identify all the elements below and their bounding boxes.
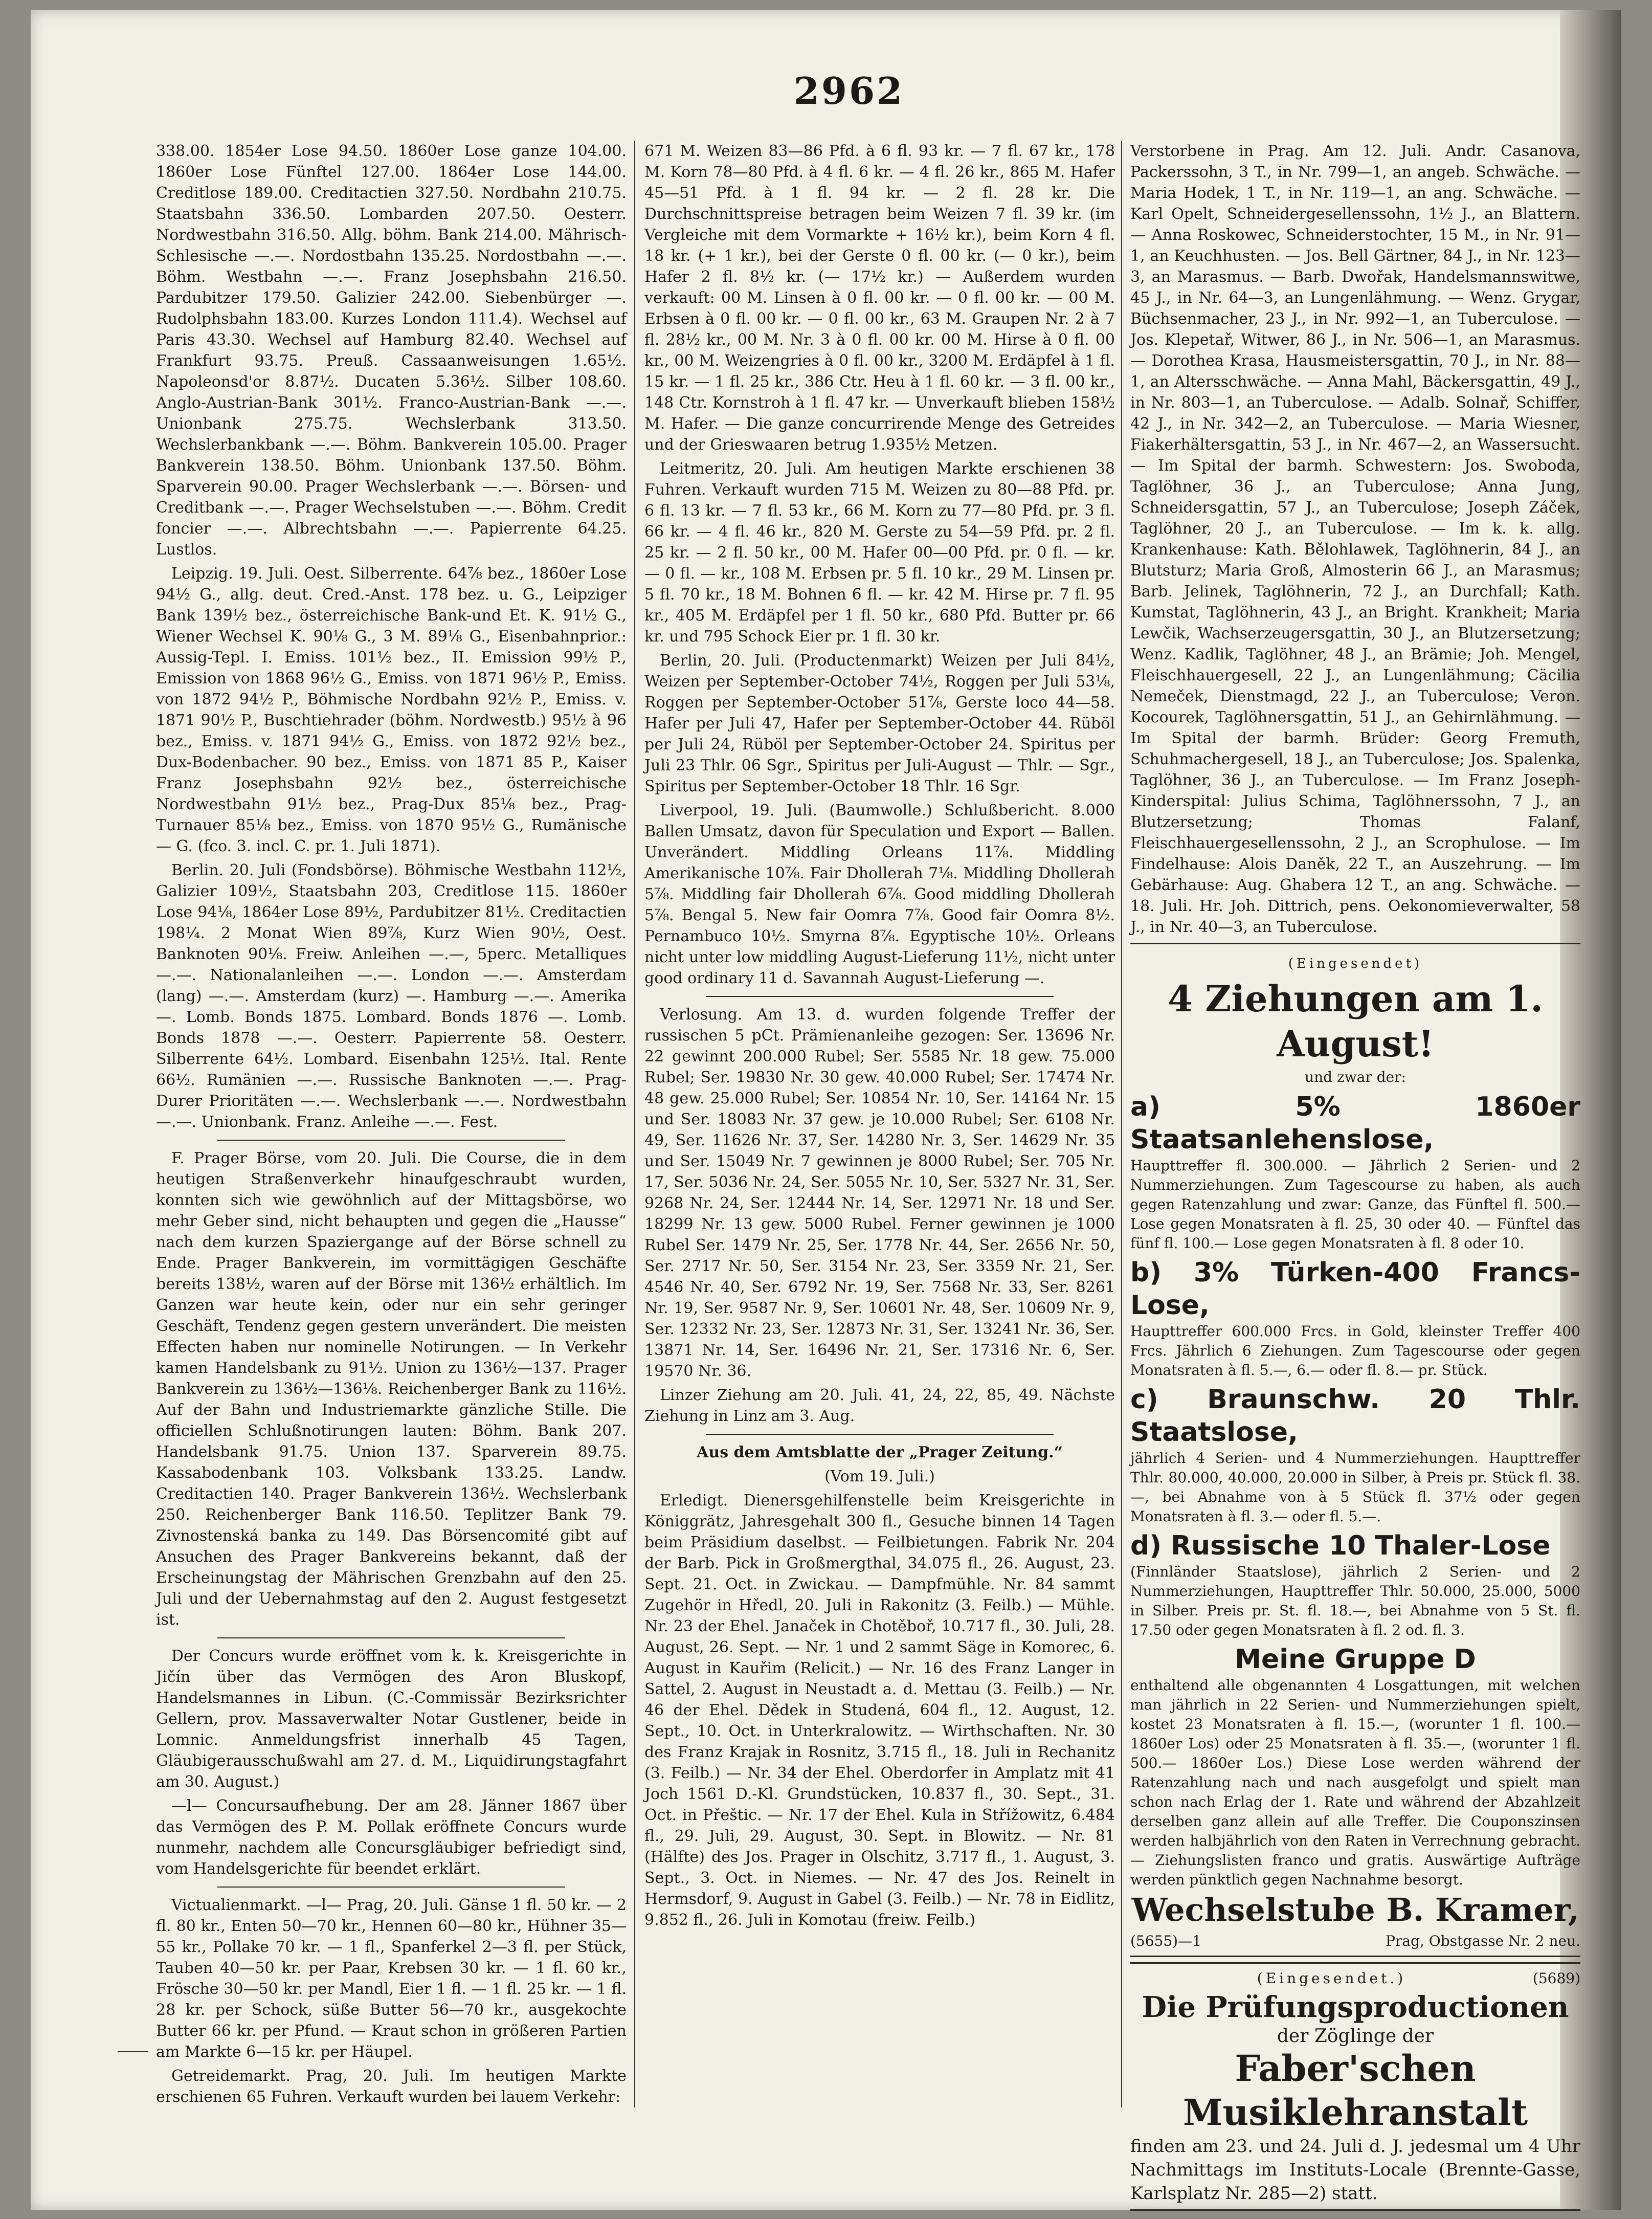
section-rule: [217, 1140, 565, 1141]
getreidemarkt-continued: 671 M. Weizen 83—86 Pfd. à 6 fl. 93 kr. — 7 fl. 67 kr., 178 M. Korn 78—80 Pfd. à 4 fl. 6 kr. — 4 fl. 26 kr., 865 M. Hafer 45—51 Pfd. à 1 fl. 94 kr. — 2 fl. 28 kr. Die Durchschnittspreise betragen beim Weizen 7 fl. 39 kr. (im Vergleiche mit dem Vormarkte + 16½ kr.), beim Korn 4 fl. 18 kr. (+ 1 kr.), bei der Gerste 0 fl. 00 kr. (— 0 kr.), beim Hafer 2 fl. 8½ kr. (— 17½ kr.) — Außerdem wurden verkauft: 00 M. Linsen à 0 fl. 00 kr. — 0 fl. 00 kr. — 00 M. Erbsen à 0 fl. 00 kr. — 0 fl. 00 kr., 63 M. Graupen Nr. 2 à 7 fl. 28½ kr., 00 M. Nr. 3 à 0 fl. 00 kr. 00 M. Hirse à 0 fl. 00 kr., 00 M. Weizengries à 0 fl. 00 kr., 3200 M. Erdäpfel à 1 fl. 15 kr. — 1 fl. 25 kr., 386 Ctr. Heu à 1 fl. 60 kr. — 3 fl. 00 kr., 148 Ctr. Kornstroh à 1 fl. 47 kr. — Unverkauft blieben 158½ M. Hafer. — Die ganze concurrirende Menge des Getreides und der Grieswaaren betrug 1.935½ Metzen.: [644, 142, 1115, 454]
column-divider: [634, 141, 635, 2107]
column-right: [1130, 141, 1580, 2204]
leipzig-report: Leipzig. 19. Juli. Oest. Silberrente. 64⅞ bez., 1860er Lose 94½ G., allg. deut. Cred.-Anst. 178 bez. u. G., Leipziger Bank 139½ bez., österreichische Bank-und Et. K. 91½ G., Wiener Wechsel K. 90⅛ G., 3 M. 89⅛ G., Eisenbahnprior.: Aussig-Tepl. I. Emiss. 101½ bez., II. Emission 99½ P., Emission von 1868 96½ G., Emiss. von 1871 96½ P., Emiss. von 1872 94½ P., Böhmische Nordbahn 92½ P., Emiss. v. 1871 90½ P., Buschtiehrader (böhm. Nordwestb.) 95½ à 96 bez., Emiss. v. 1871 94½ G., Emiss. von 1872 92½ bez., Dux-Bodenbacher. 90 bez., Emiss. von 1871 85 P., Kaiser Franz Josephsbahn 92½ bez., österreichische Nordwestbahn 91½ bez., Prag-Dux 85⅛ bez., Prag-Turnauer 85⅛ bez., Emiss. von 1870 95½ G., Rumänische — G. (fco. 3. incl. C. pr. 1. Juli 1871).: [156, 565, 627, 855]
ad-item-b: b) 3% Türken-400 Francs-Lose,: [1130, 1257, 1580, 1321]
liverpool-report: Liverpool, 19. Juli. (Baumwolle.) Schlußbericht. 8.000 Ballen Umsatz, davon für Speculation und Export — Ballen. Unverändert. Middling Orleans 11⅞. Middling Amerikanische 10⅞. Fair Dhollerah 7⅛. Middling Dhollerah 5⅞. Middling fair Dhollerah 6⅞. Good middling Dhollerah 5⅞. Bengal 5. New fair Oomra 7⅞. Good fair Oomra 8½. Pernambuco 10½. Smyrna 8⅞. Egyptische 10½. Orleans nicht unter low middling August-Lieferung 11½, nicht unter good ordinary 11 d. Savannah August-Lieferung —.: [644, 802, 1115, 987]
newspaper-page: [31, 10, 1621, 2210]
leitmeritz-report: Leitmeritz, 20. Juli. Am heutigen Markte erschienen 38 Fuhren. Verkauft wurden 715 M. Weizen zu 80—88 Pfd. pr. 6 fl. 13 kr. — 7 fl. 53 kr., 66 M. Korn zu 77—80 Pfd. pr. 3 fl. 66 kr. — 4 fl. 46 kr., 820 M. Gerste zu 54—59 Pfd. pr. 2 fl. 25 kr. — 2 fl. 50 kr., 00 M. Hafer 00—00 Pfd. pr. 0 fl. — kr. — 0 fl. — kr., 108 M. Erbsen pr. 5 fl. 10 kr., 29 M. Linsen pr. 5 fl. 70 kr., 18 M. Bohnen 6 fl. — kr. 42 M. Hirse pr. 7 fl. 95 kr., 405 M. Erdäpfel per 1 fl. 50 kr., 680 Pfd. Butter pr. 66 kr. und 795 Schock Eier pr. 1 fl. 30 kr.: [644, 460, 1115, 646]
ad-headline: 4 Ziehungen am 1. August!: [1168, 978, 1543, 1065]
ad-firm-address: Prag, Obstgasse Nr. 2 neu.: [1386, 1933, 1580, 1949]
verstorbene-list: Verstorbene in Prag. Am 12. Juli. Andr. Casanova, Packerssohn, 3 T., in Nr. 799—1, an angeb. Schwäche. — Maria Hodek, 1 T., in Nr. 119—1, an ang. Schwäche. — Karl Opelt, Schneidergesellenssohn, 1½ J., an Blattern. — Anna Roskowec, Schneiderstochter, 15 M., in Nr. 91—1, an Keuchhusten. — Jos. Bell Gärtner, 84 J., in Nr. 123—3, an Marasmus. — Barb. Dwořak, Handelsmannswitwe, 45 J., in Nr. 64—3, an Lungenlähmung. — Wenz. Grygar, Büchsenmacher, 23 J., in Nr. 992—1, an Tuberculose. — Jos. Klepetař, Witwer, 86 J., in Nr. 506—1, an Marasmus. — Dorothea Krasa, Hausmeistersgattin, 70 J., in Nr. 88—1, an Altersschwäche. — Anna Mahl, Bäckersgattin, 49 J., in Nr. 803—1, an Tuberculose. — Adalb. Solnař, Schiffer, 42 J., in Nr. 342—2, an Tuberculose. — Maria Wiesner, Fiakerhältersgattin, 53 J., in Nr. 467—2, an Wassersucht. — Im Spital der barmh. Schwestern: Jos. Swoboda, Taglöhner, 36 J., an Tuberculose; Anna Jung, Schneidersgattin, 57 J., an Tuberculose; Joseph Záček, Taglöhner, 20 J., an Tuberculose. — Im k. k. allg. Krankenhause: Kath. Bělohlawek, Taglöhnerin, 84 J., an Blutsturz; Maria Groß, Almosterin 66 J., an Marasmus; Barb. Jelinek, Taglöhnerin, 72 J., an Durchfall; Kath. Kumstat, Taglöhnerin, 43 J., an Bright. Krankheit; Maria Lewčik, Wachserzeugersgattin, 30 J., an Blutzersetzung; Wenz. Kadlik, Taglöhner, 48 J., an Brämie; Joh. Mengel, Fleischhauergesell, 22 J., an Lungenlähmung; Cäcilia Nemeček, Dienstmagd, 22 J., an Tuberculose; Veron. Kocourek, Taglöhnersgattin, 51 J., an Gehirnlähmung. — Im Spital der barmh. Brüder: Georg Fremuth, Schuhmachergesell, 18 J., an Tuberculose; Jos. Spalenka, Taglöhner, 36 J., an Tuberculose. — Im Franz Joseph-Kinderspital: Julius Schima, Taglöhnerssohn, 7 J., an Blutzersetzung; Thomas Falanf, Fleischhauergesellenssohn, 2 J., an Scrophulose. — Im Findelhause: Alois Daněk, 22 T., an Auszehrung. — Im Gebärhause: Aug. Ghabera 12 T., an ang. Schwäche. — 18. Juli. Hr. Joh. Dittrich, pens. Oekonomieverwalter, 58 J., in Nr. 40—3, an Tuberculose.: [1130, 142, 1580, 936]
market-report-text: 338.00. 1854er Lose 94.50. 1860er Lose ganze 104.00. 1860er Lose Fünftel 127.00. 1864er Lose 144.00. Creditlose 189.00. Creditactien 327.50. Nordbahn 210.75. Staatsbahn 336.50. Lombarden 207.50. Oesterr. Nordwestbahn 316.50. Allg. böhm. Bank 214.00. Mährisch-Schlesische —.—. Nordostbahn 135.25. Nordostbahn —.—. Böhm. Westbahn —.—. Franz Josephsbahn 216.50. Pardubitzer 179.50. Galizier 242.00. Siebenbürger —. Rudolphsbahn 183.00. Kurzes London 111.4). Wechsel auf Paris 43.30. Wechsel auf Hamburg 82.40. Wechsel auf Frankfurt 93.75. Preuß. Cassaanweisungen 1.65½. Napoleonsd'or 8.87½. Ducaten 5.36½. Silber 108.60. Anglo-Austrian-Bank 301½. Franco-Austrian-Bank —.—. Unionbank 275.75. Wechslerbank 313.50. Wechslerbankbank —.—. Böhm. Bankverein 105.00. Prager Bankverein 138.50. Böhm. Unionbank 137.50. Böhm. Sparverein 90.00. Prager Wechslerbank —.—. Börsen- und Creditbank —.—. Prager Wechselstuben —.—. Böhm. Credit foncier —.—. Albrechtsbahn —.—. Papierrente 64.25. Lustlos.: [156, 142, 627, 559]
section-rule: [217, 1637, 565, 1638]
verlosung-report: Verlosung. Am 13. d. wurden folgende Treffer der russischen 5 pCt. Prämienanleihe gezogen: Ser. 13696 Nr. 22 gewinnt 200.000 Rubel; Ser. 5585 Nr. 18 gew. 75.000 Rubel; Ser. 19830 Nr. 30 gew. 40.000 Rubel; Ser. 17474 Nr. 48 gew. 25.000 Rubel; Ser. 10854 Nr. 10, Ser. 14164 Nr. 15 und Ser. 18083 Nr. 37 gew. je 10.000 Rubel; Ser. 6108 Nr. 49, Ser. 11626 Nr. 37, Ser. 14280 Nr. 3, Ser. 14629 Nr. 35 und Ser. 15049 Nr. 7 gewinnen je 8000 Rubel; Ser. 705 Nr. 17, Ser. 5036 Nr. 24, Ser. 5055 Nr. 10, Ser. 5327 Nr. 31, Ser. 9268 Nr. 24, Ser. 12444 Nr. 14, Ser. 12971 Nr. 18 und Ser. 18299 Nr. 13 gew. 5000 Rubel. Ferner gewinnen je 1000 Rubel Ser. 1479 Nr. 25, Ser. 1778 Nr. 44, Ser. 2656 Nr. 50, Ser. 2717 Nr. 50, Ser. 3154 Nr. 23, Ser. 3359 Nr. 21, Ser. 4546 Nr. 40, Ser. 6792 Nr. 19, Ser. 7568 Nr. 33, Ser. 8261 Nr. 19, Ser. 9587 Nr. 9, Ser. 10601 Nr. 48, Ser. 10609 Nr. 9, Ser. 12332 Nr. 23, Ser. 12873 Nr. 31, Ser. 13241 Nr. 36, Ser. 13871 Nr. 14, Ser. 16496 Nr. 21, Ser. 17316 Nr. 6, Ser. 19570 Nr. 36.: [644, 1006, 1115, 1380]
amtsblatt-date: (Vom 19. Juli.): [824, 1468, 935, 1485]
ad-subline: und zwar der:: [1305, 1069, 1406, 1085]
column-divider: [1121, 141, 1122, 2107]
ad-text-d: (Finnländer Staatslose), jährlich 2 Serien- und 2 Nummerziehungen, Haupttreffer Thlr. 50.000, 25.000, 5000 in Silber. Preis pr. St. fl. 18.—, bei Abnahme von 5 St. fl. 17.50 oder gegen Monatsraten à fl. 2 od. fl. 3.: [1130, 1563, 1580, 1638]
column-middle: [644, 141, 1115, 2107]
prager-boerse-report: F. Prager Börse, vom 20. Juli. Die Course, die in dem heutigen Straßenverkehr hinaufgeschraubt wurden, konnten sich wie gewöhnlich auf der Mittagsbörse, wo mehr Geber sind, nicht behaupten und gegen die „Hausse“ nach dem kurzen Spaziergange auf der Börse schnell zu Ende. Prager Bankverein, im vormittägigen Geschäfte bereits 138½, waren auf der Börse mit 136½ erhältlich. Im Ganzen war heute kein, oder nur ein sehr geringer Geschäft, Tendenz gegen gestern unverändert. Die meisten Effecten haben nur nominelle Notirungen. — In Verkehr kamen Handelsbank zu 91½. Union zu 136½—137. Prager Bankverein zu 136½—136⅛. Reichenberger Bank zu 116½. Auf der Bahn und Industriemarkte gänzliche Stille. Die officiellen Schlußnotirungen lauten: Böhm. Bank 207. Handelsbank 91.75. Union 137. Sparverein 89.75. Kassabodenbank 103. Volksbank 133.25. Landw. Creditactien 140. Prager Bankverein 136½. Wechslerbank 250. Reichenberger Bank 116.50. Teplitzer Bank 79. Zivnostenská banka zu 149. Das Börsencomité gibt auf Ansuchen des Prager Bankvereins bekannt, daß der Erscheinungstag der Mährischen Grenzbahn auf den 25. Juli und der Uebernahmstag auf den 2. August festgesetzt ist.: [156, 1149, 627, 1629]
ad2-number: (5689): [1532, 1970, 1580, 1987]
amtsblatt-title: Aus dem Amtsblatte der „Prager Zeitung.“: [697, 1444, 1063, 1461]
ad-item-d: d) Russische 10 Thaler-Lose: [1130, 1530, 1551, 1561]
ad-text-a: Haupttreffer fl. 300.000. — Jährlich 2 Serien- und 2 Nummerziehungen. Zum Tagescourse zu haben, als auch gegen Ratenzahlung und zwar: Ganze, das Fünftel fl. 500.— Lose gegen Monatsraten à fl. 25, 30 oder 40. — Fünftel das fünf fl. 100.— Lose gegen Monatsraten à fl. 8 oder 10.: [1130, 1157, 1580, 1252]
ad2-title: Die Prüfungsproductionen: [1142, 1990, 1569, 2024]
amtsblatt-text: Erledigt. Dienersgehilfenstelle beim Kreisgerichte in Königgrätz, Jahresgehalt 300 fl., Gesuche binnen 14 Tagen beim Präsidium daselbst. — Feilbietungen. Fabrik Nr. 204 der Barb. Pick in Großmergthal, 34.075 fl., 26. August, 23. Sept. 21. Oct. in Zwickau. — Dampfmühle. Nr. 84 sammt Zugehör in Hředl, 20. Juli in Rakonitz (3. Feilb.) — Mühle. Nr. 23 der Ehel. Janaček in Chotěboř, 10.717 fl., 30. Juli, 28. August, 26. Sept. — Nr. 1 und 2 sammt Säge in Komorec, 6. August in Kauřim (Relicit.) — Nr. 16 des Franz Langer in Sattel, 2. August in Neustadt a. d. Mettau (3. Feilb.) — Nr. 46 der Ehel. Dědek in Studená, 604 fl., 12. August, 12. Sept., 10. Oct. in Unterkralowitz. — Wirthschaften. Nr. 30 des Franz Krajak in Rosnitz, 3.715 fl., 18. Juli in Rechanitz (3. Feilb.) — Nr. 34 der Ehel. Oberdorfer in Amplatz mit 41 Joch 1561 D.-Kl. Grundstücken, 10.837 fl., 30. Sept., 31. Oct. in Přeštic. — Nr. 17 der Ehel. Kula in Střížowitz, 6.484 fl., 29. Juli, 29. August, 30. Sept. in Blowitz. — Nr. 81 (Hälfte) des Jos. Prager in Olschitz, 3.717 fl., 1. August, 3. Sept., 3. Oct. in Niemes. — Nr. 47 des Jos. Reinelt in Hermsdorf, 9. August in Gabel (3. Feilb.) — Nr. 78 in Eidlitz, 9.852 fl., 26. Juli in Komotau (freiw. Feilb.): [644, 1492, 1115, 1929]
victualienmarkt-report: Victualienmarkt. —l— Prag, 20. Juli. Gänse 1 fl. 50 kr. — 2 fl. 80 kr., Enten 50—70 kr., Hennen 60—80 kr., Hühner 35—55 kr., Pollake 70 kr. — 1 fl., Spanferkel 2—3 fl. per Stück, Tauben 40—50 kr. per Paar, Krebsen 30 kr. — 1 fl. 60 kr., Frösche 30—50 kr. per Mandl, Eier 1 fl. — 1 fl. 25 kr. — 1 fl. 28 kr. per Schock, süße Butter 56—70 kr., ausgekochte Butter 66 kr. per Pfund. — Kraut schon in größeren Partien am Markte 6—15 kr. per Häupel.: [156, 1896, 627, 2061]
ad-firm-line: [1130, 1930, 1580, 1951]
ad-item-c: c) Braunschw. 20 Thlr. Staatslose,: [1130, 1384, 1580, 1448]
linzer-ziehung: Linzer Ziehung am 20. Juli. 41, 24, 22, 85, 49. Nächste Ziehung in Linz am 3. Aug.: [644, 1386, 1115, 1425]
ad-text-gruppe: enthaltend alle obgenannten 4 Losgattungen, mit welchen man jährlich in 22 Serien- und Nummerziehungen spielt, kostet 23 Monatsraten à fl. 15.—, (worunter 1 fl. 100.— 1860er Los) oder 25 Monatsraten à fl. 35.—, (worunter 1 fl. 500.— 1860er Los.) Diese Lose werden während der Ratenzahlung nach und nach ausgefolgt und spielt man schon nach Erlag der 1. Rate und während der Abzahlzeit derselben ganz allein auf alle Treffer. Die Couponszinsen werden halbjährlich von den Raten in Verrechnung gebracht. — Ziehungslisten franco und gratis. Auswärtige Aufträge werden pünktlich gegen Nachnahme besorgt.: [1130, 1677, 1580, 1888]
advertisement-kramer: [1130, 943, 1580, 1957]
ad2-eingesendet-label: (Eingesendet.): [1257, 1970, 1407, 1987]
concurs-aufhebung-notice: —l— Concursaufhebung. Der am 28. Jänner 1867 über das Vermögen des P. M. Pollak eröffnete Concurs wurde nunmehr, nachdem alle Concursgläubiger befriedigt sind, vom Handelsgerichte für beendet erklärt.: [156, 1797, 627, 1878]
section-rule: [706, 996, 1054, 997]
ad-firm-number: (5655)—1: [1130, 1933, 1201, 1949]
margin-mark: [118, 2051, 148, 2052]
page-number: 2962: [793, 69, 905, 113]
berlin-productenmarkt-report: Berlin, 20. Juli. (Productenmarkt) Weizen per Juli 84½, Weizen per September-October 74½, Roggen per Juli 53⅛, Roggen per September-October 51⅞, Gerste loco 44—58. Hafer per Juli 47, Hafer per September-October 44. Rüböl per Juli 24, Rüböl per September-October 24. Spiritus per Juli 23 Thlr. 06 Sgr., Spiritus per Juli-August — Thlr. — Sgr., Spiritus per September-October 18 Thlr. 16 Sgr.: [644, 652, 1115, 795]
ad-text-b: Haupttreffer 600.000 Frcs. in Gold, kleinster Treffer 400 Frcs. Jährlich 6 Ziehungen. Zum Tagescourse oder gegen Monatsraten à fl. 5.—, 6.— oder fl. 8.— pr. Stück.: [1130, 1323, 1580, 1379]
ad2-header-line: [1130, 1968, 1580, 1989]
concurs-notice: Der Concurs wurde eröffnet vom k. k. Kreisgerichte in Jičín über das Vermögen des Aron Bluskopf, Handelsmannes in Libun. (C.-Commissär Bezirksrichter Gellern, prov. Massaverwalter Notar Gustlener, beide in Lomnic. Anmeldungsfrist innerhalb 45 Tagen, Gläubigerausschußwahl am 27. d. M., Liquidirungstagfahrt am 30. August.): [156, 1647, 627, 1791]
berlin-report: Berlin. 20. Juli (Fondsbörse). Böhmische Westbahn 112½, Galizier 109½, Staatsbahn 203, Creditlose 115. 1860er Lose 94⅛, 1864er Lose 89½, Pardubitzer 81½. Creditactien 198¼. 2 Monat Wien 89⅞, Kurz Wien 90½, Oest. Banknoten 90⅛. Freiw. Anleihen —.—, 5perc. Metalliques —.—. Nationalanleihen —.—. London —.—. Amsterdam (lang) —.—. Amsterdam (kurz) —. Hamburg —.—. Amerika —. Lomb. Bonds 1875. Lombard. Bonds 1876 —. Lomb. Bonds 1878 —.—. Oesterr. Papierrente 58. Oesterr. Silberrente 64½. Lombard. Eisenbahn 125½. Ital. Rente 66½. Rumänien —.—. Russische Banknoten —.—. Prag-Durer Prioritäten —.—. Wechslerbank —.—. Nordwestbahn —.—. Unionbank. Franz. Anleihe —.—. Fest.: [156, 861, 627, 1131]
section-rule: [217, 1887, 565, 1888]
section-rule: [706, 1434, 1054, 1435]
ad-eingesendet-label: (Eingesendet): [1288, 956, 1423, 971]
ad-item-a: a) 5% 1860er Staatsanlehenslose,: [1130, 1092, 1580, 1155]
ad-gruppe-heading: Meine Gruppe D: [1235, 1644, 1476, 1675]
ad2-body: finden am 23. und 24. Juli d. J. jedesmal um 4 Uhr Nachmittags im Instituts-Locale (Brennte-Gasse, Karlsplatz Nr. 285—2) statt.: [1130, 2136, 1580, 2204]
column-left: [156, 141, 627, 2107]
ad-text-c: jährlich 4 Serien- und 4 Nummerziehungen. Haupttreffer Thlr. 80.000, 40.000, 20.000 in Silber, à Preis pr. Stück fl. 38.—, bei Abnahme von à 5 Stück fl. 37½ oder gegen Monatsraten à fl. 3.— oder fl. 5.—.: [1130, 1450, 1580, 1525]
ad2-subtitle: der Zöglinge der: [1277, 2026, 1434, 2047]
ad-firm-name: Wechselstube B. Kramer,: [1131, 1891, 1579, 1928]
advertisement-faber: [1130, 1962, 1580, 2211]
getreidemarkt-report: Getreidemarkt. Prag, 20. Juli. Im heutigen Markte erschienen 65 Fuhren. Verkauft wurden bei lauem Verkehr:: [156, 2067, 627, 2106]
ad2-institution: Faber'schen Musiklehranstalt: [1182, 2047, 1528, 2134]
